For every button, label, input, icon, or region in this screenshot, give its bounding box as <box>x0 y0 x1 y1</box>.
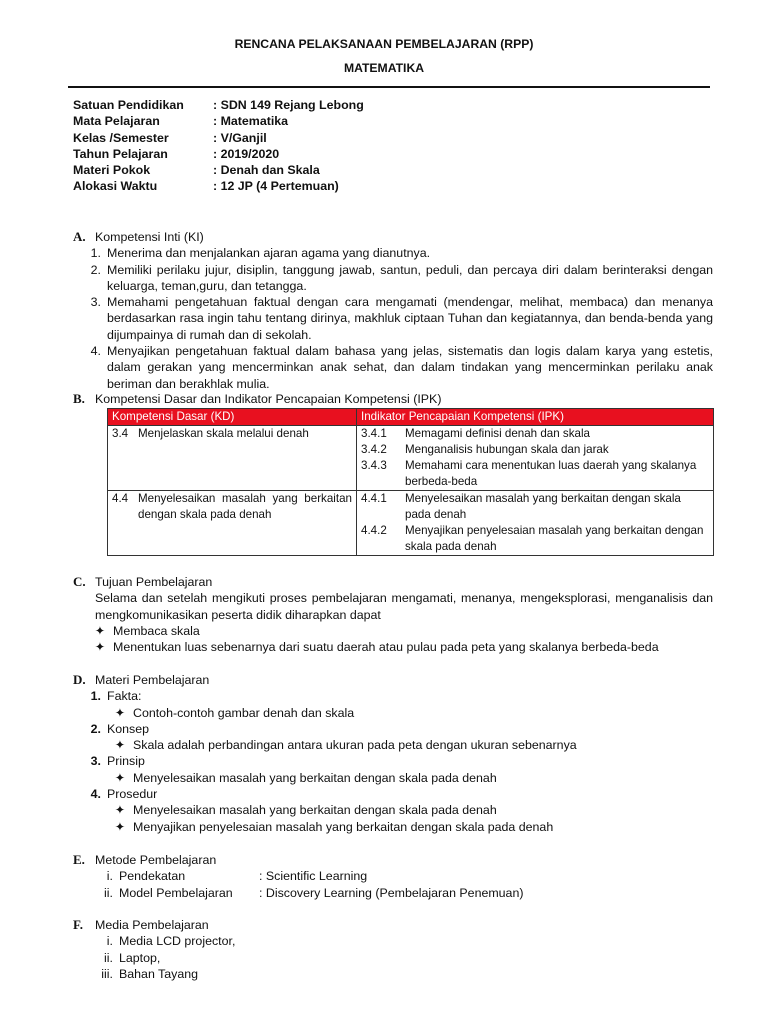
list-number: ii. <box>104 885 113 900</box>
section-letter: E. <box>73 852 85 867</box>
identity-row <box>73 97 364 113</box>
kd-cell <box>108 426 357 491</box>
section-media <box>73 917 713 982</box>
list-item <box>73 819 713 835</box>
list-item <box>73 868 713 884</box>
list-text: Menerima dan menjalankan ajaran agama yang dianutnya. <box>107 246 431 261</box>
identity-label: Mata Pelajaran <box>73 114 160 129</box>
list-text: Bahan Tayang <box>119 966 199 981</box>
document-title: RENCANA PELAKSANAAN PEMBELAJARAN (RPP) <box>234 37 534 51</box>
ipk-text: Menganalisis hubungan skala dan jarak <box>405 443 609 456</box>
identity-row <box>73 162 364 178</box>
section-heading <box>73 391 713 407</box>
list-number: 4. <box>90 344 101 359</box>
list-item <box>73 786 713 802</box>
list-number: ii. <box>104 950 113 965</box>
list-item <box>73 885 713 901</box>
list-item <box>73 770 713 786</box>
list-text: Menyelesaikan masalah yang berkaitan dengan skala pada denah <box>133 770 497 785</box>
ipk-code: 3.4.3 <box>361 459 387 472</box>
section-heading <box>73 229 713 245</box>
list-text: Menentukan luas sebenarnya dari suatu daerah atau pulau pada peta yang skalanya berbeda-beda <box>113 640 659 655</box>
list-item <box>73 262 713 295</box>
list-item <box>73 245 713 261</box>
list-text: Memiliki perilaku jujur, disiplin, tanggung jawab, santun, peduli, dan percaya diri dalam berinteraksi dengan keluarga, teman,guru, dan tetangga. <box>107 262 713 293</box>
list-item <box>87 639 713 655</box>
list-item <box>73 737 713 753</box>
list-item <box>73 721 713 737</box>
section-title: Kompetensi Inti (KI) <box>95 230 204 244</box>
section-title: Metode Pembelajaran <box>95 853 217 867</box>
list-item <box>73 343 713 392</box>
identity-label: Tahun Pelajaran <box>73 146 168 161</box>
section-heading <box>73 917 713 933</box>
list-text: Prinsip <box>107 754 145 769</box>
ipk-text: Memagami definisi denah dan skala <box>405 427 590 440</box>
list-item <box>73 933 713 949</box>
column-header-ipk: Indikator Pencapaian Kompetensi (IPK) <box>357 409 714 426</box>
list-number: i. <box>106 869 113 884</box>
list-item <box>87 623 713 639</box>
method-value: : Discovery Learning (Pembelajaran Penemuan) <box>259 885 524 900</box>
list-item <box>73 294 713 343</box>
ipk-text: Menyelesaikan masalah yang berkaitan dengan skala pada denah <box>405 492 681 521</box>
section-metode <box>73 852 713 901</box>
ipk-code: 3.4.2 <box>361 443 387 456</box>
identity-row <box>73 146 364 162</box>
ipk-text: Menyajikan penyelesaian masalah yang berkaitan dengan skala pada denah <box>405 524 704 553</box>
section-letter: A. <box>73 229 86 244</box>
identity-row <box>73 113 364 129</box>
method-value: : Scientific Learning <box>259 869 368 884</box>
table-row <box>108 426 714 491</box>
ipk-cell <box>357 426 714 491</box>
bullet-icon: ✦ <box>114 770 126 785</box>
list-item <box>73 688 713 704</box>
section-letter: F. <box>73 917 83 932</box>
section-materi <box>73 672 713 835</box>
ipk-code: 3.4.1 <box>361 427 387 440</box>
identity-value: : SDN 149 Rejang Lebong <box>213 98 364 112</box>
list-number: i. <box>106 934 113 949</box>
list-text: Menyajikan penyelesaian masalah yang berkaitan dengan skala pada denah <box>133 819 554 834</box>
table-row <box>108 491 714 556</box>
bullet-icon: ✦ <box>114 705 126 720</box>
list-item <box>73 950 713 966</box>
list-text: Membaca skala <box>113 623 200 638</box>
identity-value: : Matematika <box>213 114 289 129</box>
ipk-cell <box>357 491 714 556</box>
list-number: 1. <box>90 246 101 261</box>
list-number: 1. <box>90 689 101 704</box>
identity-row <box>73 130 364 146</box>
kd-ipk-table <box>107 408 714 556</box>
identity-label: Kelas /Semester <box>73 130 169 145</box>
list-text: Memahami pengetahuan faktual dengan cara mengamati (mendengar, melihat, membaca) dan menanya berdasarkan rasa ingin tahu tentang dirinya, makhluk ciptaan Tuhan dan kegiatannya, dan benda-benda yang dijumpainya di rumah dan di sekolah. <box>107 295 713 342</box>
document-subject: MATEMATIKA <box>343 61 425 75</box>
section-title: Tujuan Pembelajaran <box>95 575 213 589</box>
identity-value: : 12 JP (4 Pertemuan) <box>213 179 339 194</box>
bullet-icon: ✦ <box>94 640 106 655</box>
identity-label: Alokasi Waktu <box>73 179 158 194</box>
list-text: Laptop, <box>119 950 161 965</box>
section-intro: Selama dan setelah mengikuti proses pembelajaran mengamati, menanya, mengeksplorasi, menganalisis dan mengkomunikasikan peserta didik diharapkan dapat <box>95 591 713 622</box>
list-number: 4. <box>90 787 101 802</box>
ipk-text: Memahami cara menentukan luas daerah yang skalanya berbeda-beda <box>405 459 697 488</box>
section-kompetensi-inti <box>73 229 713 392</box>
bullet-icon: ✦ <box>114 738 126 753</box>
identity-row <box>73 178 364 194</box>
list-text: Skala adalah perbandingan antara ukuran pada peta dengan ukuran sebenarnya <box>133 738 577 753</box>
list-text: Fakta: <box>107 689 142 704</box>
method-label: Pendekatan <box>119 869 186 884</box>
section-heading <box>73 574 713 590</box>
list-text: Menyelesaikan masalah yang berkaitan dengan skala pada denah <box>133 803 497 818</box>
identity-block <box>73 97 364 195</box>
list-text: Contoh-contoh gambar denah dan skala <box>133 705 355 720</box>
method-label: Model Pembelajaran <box>119 885 233 900</box>
table-header-row <box>108 409 714 426</box>
section-heading <box>73 852 713 868</box>
list-text: Konsep <box>107 721 150 736</box>
section-title: Materi Pembelajaran <box>95 673 210 687</box>
identity-value: : 2019/2020 <box>213 146 280 161</box>
bullet-icon: ✦ <box>114 819 126 834</box>
list-number: iii. <box>101 966 113 981</box>
identity-value: : V/Ganjil <box>213 130 267 145</box>
section-letter: C. <box>73 574 86 589</box>
list-number: 2. <box>90 262 101 277</box>
section-title: Media Pembelajaran <box>95 918 209 932</box>
list-item <box>73 966 713 982</box>
section-tujuan <box>73 574 713 655</box>
kd-cell <box>108 491 357 556</box>
list-number: 3. <box>90 295 101 310</box>
identity-label: Materi Pokok <box>73 163 151 178</box>
kd-code: 3.4 <box>112 427 129 440</box>
section-letter: D. <box>73 672 86 687</box>
list-number: 3. <box>90 754 101 769</box>
list-text: Prosedur <box>107 787 158 802</box>
section-letter: B. <box>73 391 85 406</box>
header-divider <box>68 86 710 88</box>
list-item <box>73 753 713 769</box>
ipk-code: 4.4.2 <box>361 524 387 537</box>
identity-label: Satuan Pendidikan <box>73 98 184 112</box>
ipk-code: 4.4.1 <box>361 492 387 505</box>
section-kd-ipk <box>73 391 713 407</box>
column-header-kd: Kompetensi Dasar (KD) <box>108 409 357 426</box>
bullet-icon: ✦ <box>114 803 126 818</box>
list-item <box>73 802 713 818</box>
identity-value: : Denah dan Skala <box>213 163 320 178</box>
bullet-icon: ✦ <box>94 623 106 638</box>
kd-text: Menjelaskan skala melalui denah <box>138 427 309 440</box>
list-text: Menyajikan pengetahuan faktual dalam bahasa yang jelas, sistematis dan logis dalam karya yang estetis, dalam gerakan yang mencerminkan anak sehat, dan dalam tindakan yang mencerminkan perilaku anak beriman dan berakhlak mulia. <box>107 344 713 391</box>
list-text: Media LCD projector, <box>119 934 236 949</box>
section-title: Kompetensi Dasar dan Indikator Pencapaian Kompetensi (IPK) <box>95 392 442 406</box>
list-number: 2. <box>90 721 101 736</box>
section-heading <box>73 672 713 688</box>
list-item <box>73 705 713 721</box>
kd-code: 4.4 <box>112 492 129 505</box>
kd-text: Menyelesaikan masalah yang berkaitan dengan skala pada denah <box>138 492 352 521</box>
